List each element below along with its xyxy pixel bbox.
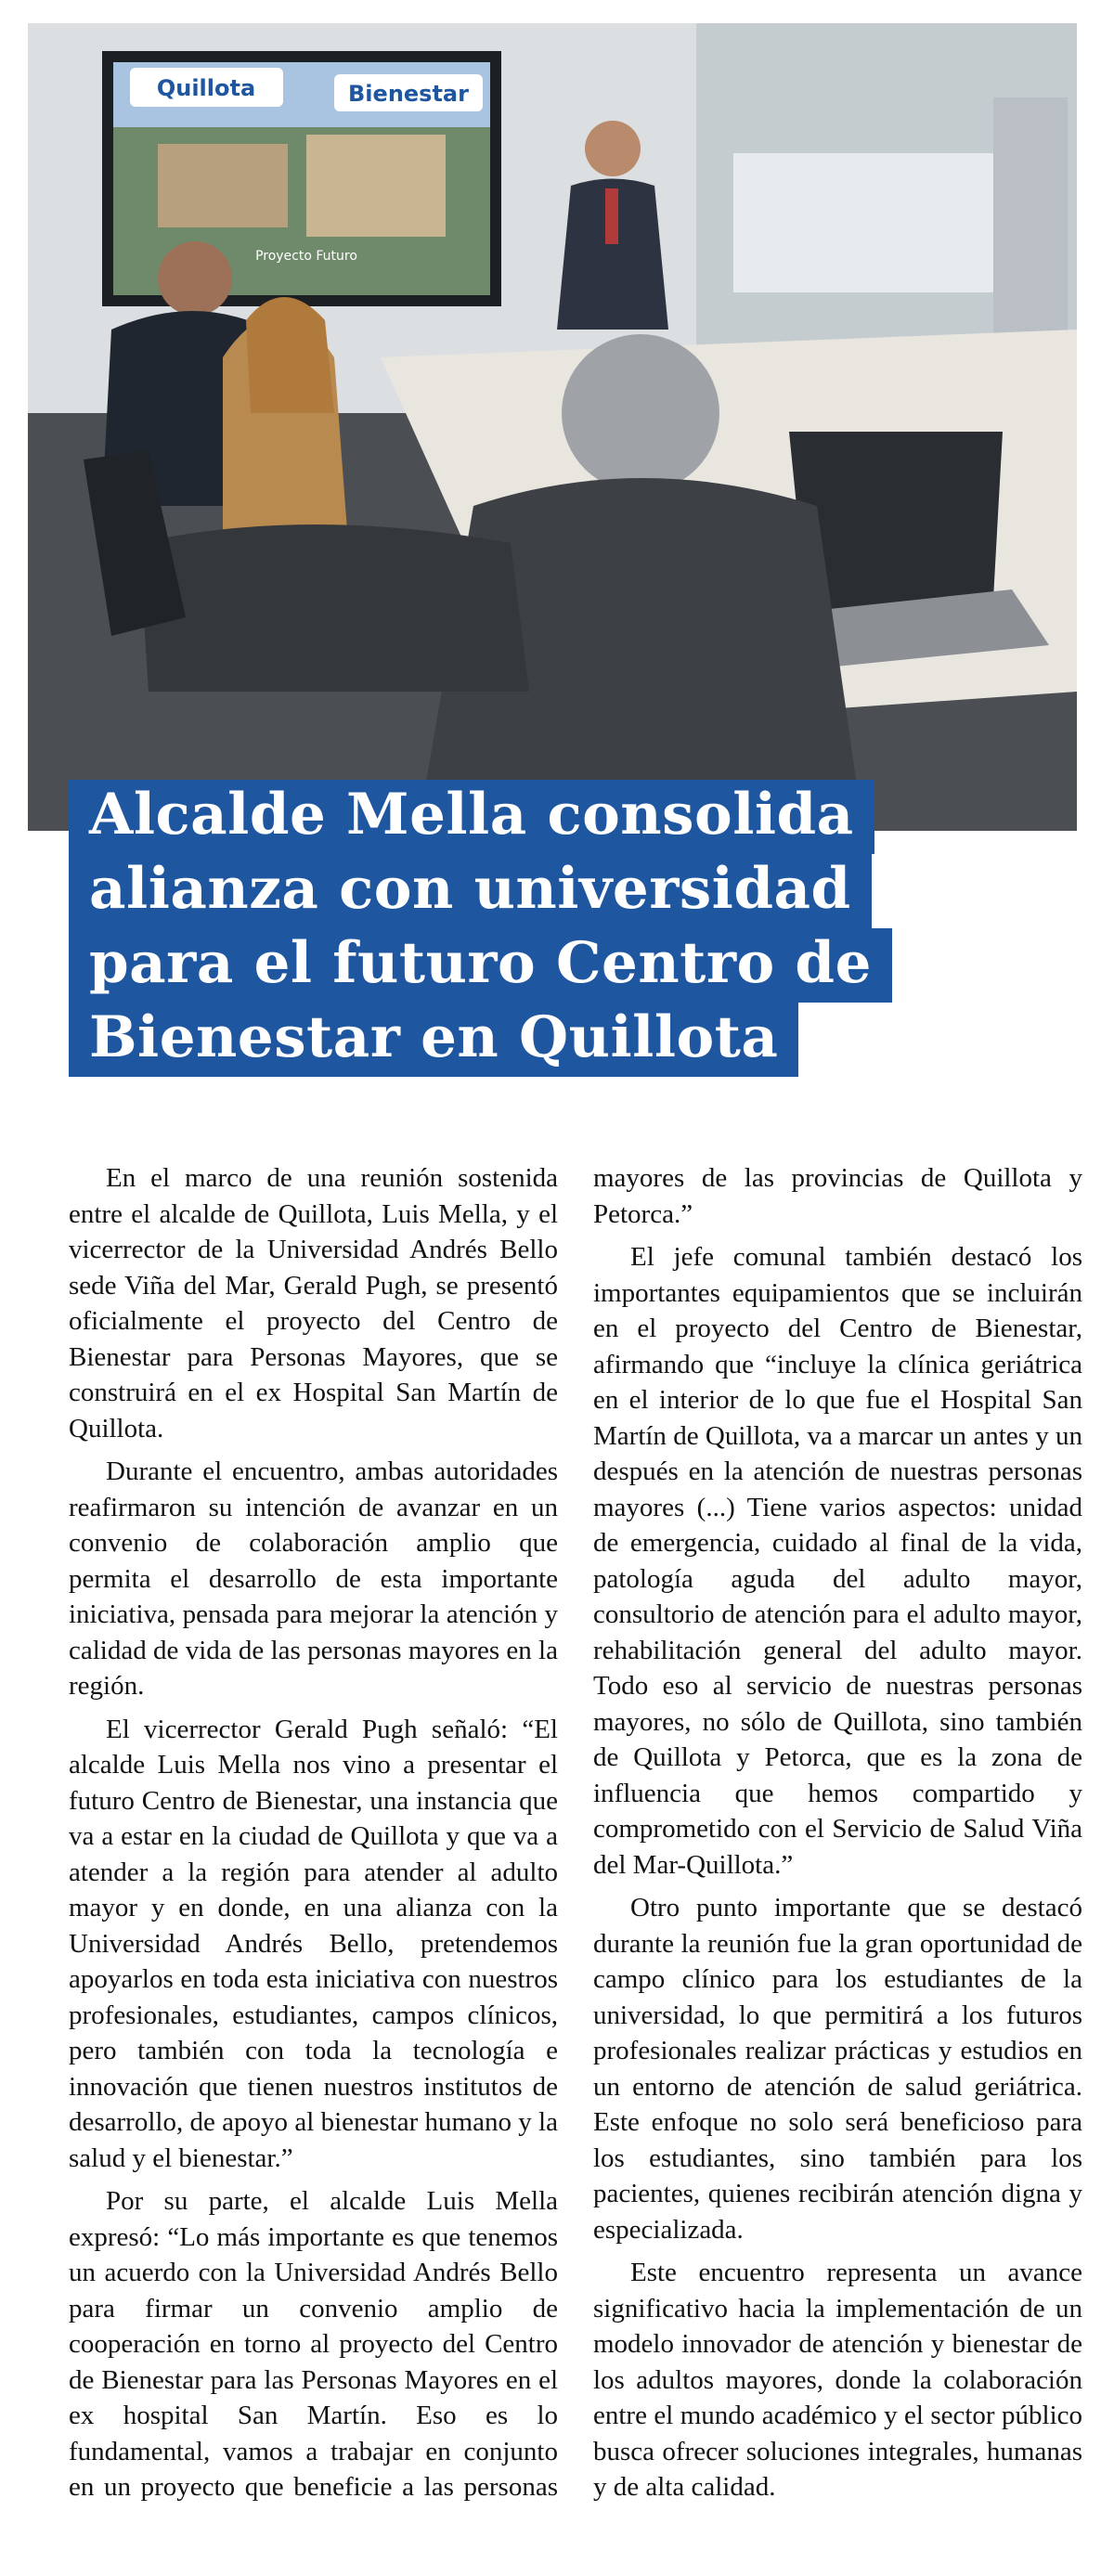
- article-paragraph: El vicerrector Gerald Pugh señaló: “El alcalde Luis Mella nos vino a presentar el futuro Centro de Bienestar, una instancia que va a estar en la ciudad de Quillota y que va a atender a la región para atender al adulto mayor y en donde, en una alianza con la Universidad Andrés Bello, pretendemos apoyarlos en toda esta iniciativa con nuestros profesionales, estudiantes, campos clínicos, pero también con toda la tecnología e innovación que tienen nuestros institutos de desarrollo, de apoyo al bienestar humano y la salud y el bienestar.”: [69, 1714, 558, 2173]
- presenter: [585, 121, 641, 176]
- screen-logo-left: Quillota: [156, 75, 256, 101]
- screen-caption: Proyecto Futuro: [255, 249, 357, 264]
- headline: [69, 780, 997, 1077]
- article-paragraph: El jefe comunal también destacó los importantes equipamientos que se incluirán en el proyecto del Centro de Bienestar, afirmando que “incluye la clínica geriátrica en el interior de lo que fue el Hospital San Martín de Quillota, va a marcar un antes y un después en la atención de nuestras personas mayores (...) Tiene varios aspectos: unidad de emergencia, cuidado al final de la vida, patología aguda del adulto mayor, consultorio de atención para el adulto mayor, rehabilitación general del adulto mayor. Todo eso al servicio de nuestras personas mayores, no sólo de Quillota, sino también de Quillota y Petorca, que es la zona de influencia que hemos compartido y comprometido con el Servicio de Salud Viña del Mar-Quillota.”: [593, 1242, 1082, 1880]
- article-paragraph: Este encuentro representa un avance significativo hacia la implementación de un modelo innovador de atención y bienestar de los adultos mayores, donde la colaboración entre el mundo académico y el sector público busca ofrecer soluciones integrales, humanas y de alta calidad.: [593, 2258, 1082, 2502]
- article-paragraph: Otro punto importante que se destacó durante la reunión fue la gran oportunidad de campo clínico para los estudiantes de la universidad, lo que permitirá a los futuros profesionales realizar prácticas y estudios en un entorno de atención de salud geriátrica. Este enfoque no solo será beneficioso para los estudiantes, sino también para los pacientes, quienes recibirán atención digna y especializada.: [593, 1893, 1082, 2245]
- headline-line-2: alianza con universidad: [69, 854, 872, 928]
- meeting-photo: [28, 23, 1077, 831]
- article-body: [69, 1160, 1082, 2509]
- meeting-photo-illustration: [28, 23, 1077, 831]
- article-paragraph: Por su parte, el alcalde Luis Mella expresó: “Lo más importante es que tenemos un acuerdo con la Universidad Andrés Bello para firmar un convenio amplio de cooperación en torno al proyecto del Centro de Bienestar para las Personas Mayores en el ex hospital San Martín. Eso es lo fundamental, vamos a trabajar en conjunto en un proyecto que beneficie a las personas mayores de las provincias de Quillota y Petorca.”: [69, 1163, 1082, 2502]
- article-paragraph: Durante el encuentro, ambas autoridades reafirmaron su intención de avanzar en un convenio de colaboración amplio que permita el desarrollo de esta importante iniciativa, pensada para mejorar la atención y calidad de vida de las personas mayores en la región.: [69, 1456, 558, 1701]
- headline-line-4: Bienestar en Quillota: [69, 1003, 798, 1077]
- headline-line-1: Alcalde Mella consolida: [69, 780, 874, 854]
- screen-logo-right: Bienestar: [348, 81, 469, 107]
- headline-line-3: para el futuro Centro de: [69, 928, 892, 1003]
- article-paragraph: En el marco de una reunión sostenida entre el alcalde de Quillota, Luis Mella, y el vicerrector de la Universidad Andrés Bello sede Viña del Mar, Gerald Pugh, se presentó oficialmente el proyecto del Centro de Bienestar para Personas Mayores, que se construirá en el ex Hospital San Martín de Quillota.: [69, 1163, 558, 1443]
